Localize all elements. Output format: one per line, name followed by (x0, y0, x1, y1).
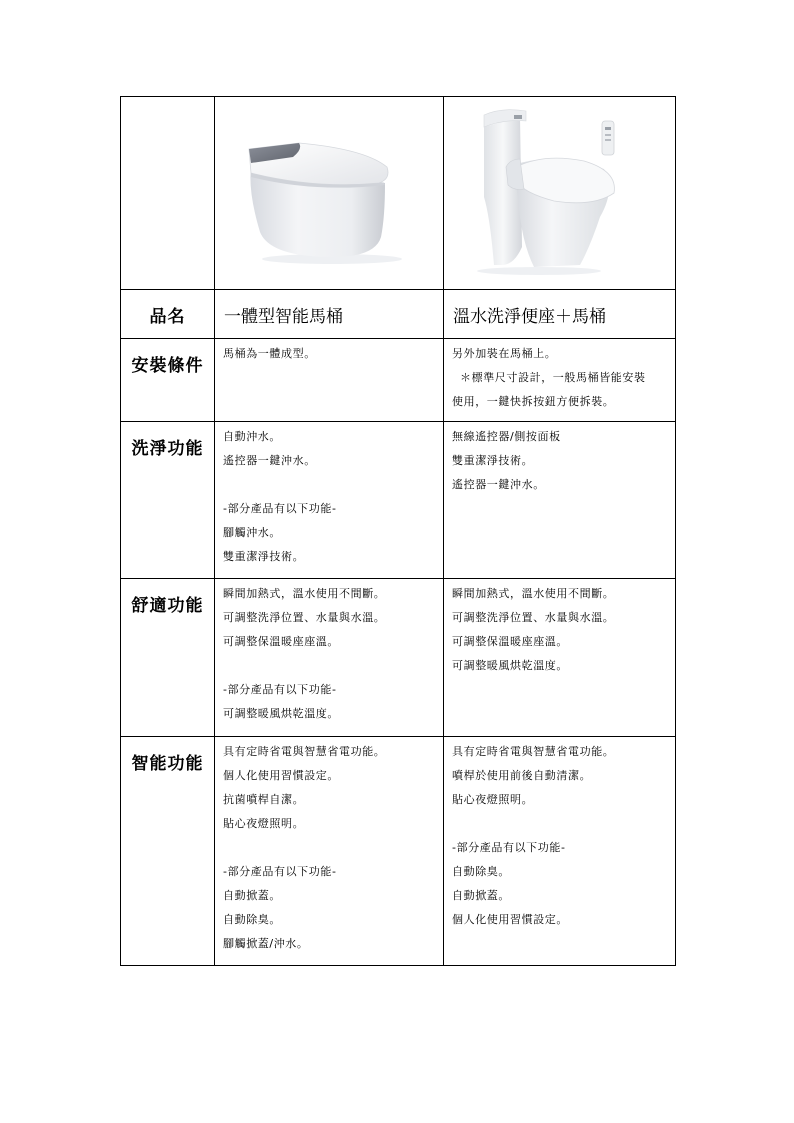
text-line: 另外加裝在馬桶上。 (452, 347, 557, 360)
text-line: -部分產品有以下功能- (223, 683, 337, 696)
text-line: 遙控器一鍵沖水。 (223, 454, 316, 467)
wash-label: 洗淨功能 (121, 422, 215, 579)
seat-toilet-image-cell (444, 97, 676, 290)
text-line: 自動沖水。 (223, 430, 281, 443)
integrated-toilet-image-cell (215, 97, 444, 290)
text-line: 貼心夜燈照明。 (452, 793, 534, 806)
text-line: -部分產品有以下功能- (223, 865, 337, 878)
text-line: 可調整暖風烘乾溫度。 (452, 659, 568, 672)
smart-integrated-cell (215, 737, 444, 966)
install-row (121, 339, 676, 422)
text-line: 瞬間加熱式，溫水使用不間斷。 (223, 587, 386, 600)
text-line (223, 836, 435, 860)
install-seat-cell (444, 339, 676, 422)
comfort-integrated-cell (215, 579, 444, 737)
text-line: 可調整保溫暖座座溫。 (223, 635, 339, 648)
image-row (121, 97, 676, 290)
text-line: 瞬間加熱式，溫水使用不間斷。 (452, 587, 615, 600)
comfort-seat-cell (444, 579, 676, 737)
text-line: 噴桿於使用前後自動清潔。 (452, 769, 592, 782)
text-line: 可調整洗淨位置、水量與水溫。 (223, 611, 386, 624)
text-line: 具有定時省電與智慧省電功能。 (452, 745, 615, 758)
comparison-table (120, 96, 676, 966)
text-line: 貼心夜燈照明。 (223, 817, 305, 830)
text-line: -部分產品有以下功能- (452, 841, 566, 854)
integrated-toilet-name: 一體型智能馬桶 (215, 290, 444, 339)
text-line: ＊標準尺寸設計，一般馬桶皆能安裝 (460, 371, 646, 384)
wash-integrated-cell (215, 422, 444, 579)
text-line: 使用，一鍵快拆按鈕方便拆裝。 (452, 395, 615, 408)
text-line: 具有定時省電與智慧省電功能。 (223, 745, 386, 758)
seat-toilet-name: 溫水洗淨便座＋馬桶 (444, 290, 676, 339)
smart-row (121, 737, 676, 966)
text-line (223, 473, 435, 497)
text-line: 自動掀蓋。 (223, 889, 281, 902)
text-line: 個人化使用習慣設定。 (223, 769, 339, 782)
image-row-label-cell (121, 97, 215, 290)
text-line: 自動除臭。 (223, 913, 281, 926)
integrated-smart-toilet-image (215, 97, 444, 289)
text-line: 抗菌噴桿自潔。 (223, 793, 305, 806)
text-line: 無線遙控器/側按面板 (452, 430, 561, 443)
text-line: 馬桶為一體成型。 (223, 347, 316, 360)
comfort-label: 舒適功能 (121, 579, 215, 737)
bidet-seat-toilet-image (444, 97, 676, 289)
text-line: 自動掀蓋。 (452, 889, 510, 902)
text-line: 個人化使用習慣設定。 (452, 913, 568, 926)
text-line: 可調整保溫暖座座溫。 (452, 635, 568, 648)
smart-label: 智能功能 (121, 737, 215, 966)
text-line (223, 654, 435, 678)
text-line (452, 812, 667, 836)
text-line: 自動除臭。 (452, 865, 510, 878)
text-line: 腳觸掀蓋/沖水。 (223, 937, 309, 950)
text-line: 遙控器一鍵沖水。 (452, 478, 545, 491)
product-name-row (121, 290, 676, 339)
wash-row (121, 422, 676, 579)
text-line: 雙重潔淨技術。 (452, 454, 534, 467)
wash-seat-cell (444, 422, 676, 579)
product-name-label: 品名 (121, 290, 215, 339)
text-line: -部分產品有以下功能- (223, 502, 337, 515)
text-line: 可調整暖風烘乾溫度。 (223, 707, 339, 720)
text-line: 腳觸沖水。 (223, 526, 281, 539)
smart-seat-cell (444, 737, 676, 966)
install-integrated-cell (215, 339, 444, 422)
install-label: 安裝條件 (121, 339, 215, 422)
comfort-row (121, 579, 676, 737)
text-line: 雙重潔淨技術。 (223, 550, 305, 563)
text-line: 可調整洗淨位置、水量與水溫。 (452, 611, 615, 624)
